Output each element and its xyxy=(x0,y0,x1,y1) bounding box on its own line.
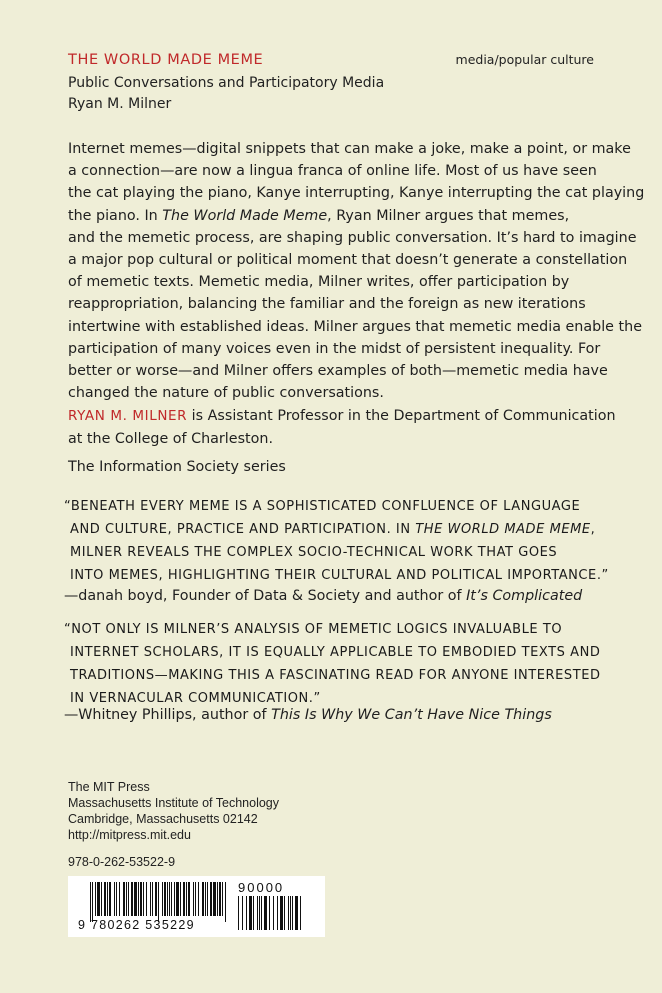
barcode-bar xyxy=(259,896,260,930)
bio-line xyxy=(68,405,616,428)
barcode-bar xyxy=(107,882,108,916)
barcode-bar xyxy=(242,896,243,930)
book-description xyxy=(68,138,645,404)
series-name: The Information Society series xyxy=(68,459,286,475)
barcode-bar xyxy=(162,882,163,916)
barcode-bar xyxy=(140,882,142,916)
barcode-price-code: 90000 xyxy=(238,880,285,895)
bio-text: is Assistant Professor in the Department of Communication xyxy=(187,408,616,424)
barcode-bar xyxy=(114,882,115,916)
quote-line: INTO MEMES, HIGHLIGHTING THEIR CULTURAL AND POLITICAL IMPORTANCE.” xyxy=(70,568,609,583)
barcode-bar xyxy=(219,882,221,916)
quote-text: , xyxy=(590,522,596,537)
barcode-bar xyxy=(264,896,267,930)
publisher-url: http://mitpress.mit.edu xyxy=(68,828,191,842)
barcode-bar xyxy=(217,882,218,916)
barcode-bar xyxy=(300,896,301,930)
description-line: a major pop cultural or political moment that doesn’t generate a constellation xyxy=(68,252,628,269)
description-line xyxy=(68,205,598,227)
book-title: THE WORLD MADE MEME xyxy=(68,52,264,68)
quote-text: AND CULTURE, PRACTICE AND PARTICIPATION. IN xyxy=(70,522,416,537)
description-text: , Ryan Milner argues that memes, xyxy=(327,207,570,224)
barcode-bar xyxy=(273,896,274,930)
quote-1-attribution xyxy=(64,588,582,604)
barcode-bar xyxy=(95,882,96,916)
barcode-bar xyxy=(202,882,204,916)
book-subtitle: Public Conversations and Participatory Media xyxy=(68,75,385,91)
barcode-bar xyxy=(167,882,168,916)
publisher-block xyxy=(68,779,279,843)
quote-line: TRADITIONS—MAKING THIS A FASCINATING READ FOR ANYONE INTERESTED xyxy=(70,668,601,683)
description-line: the cat playing the piano, Kanye interrupting, Kanye interrupting the cat playing xyxy=(68,185,645,202)
barcode-bar xyxy=(288,896,289,930)
barcode-bar xyxy=(261,896,262,930)
description-line: reappropriation, balancing the familiar and the foreign as new iterations xyxy=(68,296,586,313)
barcode-bar xyxy=(128,882,129,916)
barcode-bar xyxy=(146,882,147,916)
barcode-digits: 9 780262 535229 xyxy=(78,918,195,932)
barcode-bar xyxy=(186,882,187,916)
barcode-bar xyxy=(174,882,175,916)
barcode-bar xyxy=(119,882,120,916)
publisher-address: Cambridge, Massachusetts 02142 xyxy=(68,812,258,826)
barcode-bar xyxy=(152,882,153,916)
barcode-bar xyxy=(176,882,179,916)
publisher-name: The MIT Press xyxy=(68,780,150,794)
quote-line: “BENEATH EVERY MEME IS A SOPHISTICATED CONFLUENCE OF LANGUAGE xyxy=(64,499,581,514)
endorsement-quote-1 xyxy=(64,495,609,587)
quote-2-attribution xyxy=(64,707,552,723)
barcode-bar xyxy=(269,896,270,930)
description-line: changed the nature of public conversations. xyxy=(68,385,384,402)
category-label: media/popular culture xyxy=(455,52,594,67)
barcode-bar xyxy=(150,882,151,916)
barcode-bar xyxy=(290,896,291,930)
barcode-bar xyxy=(131,882,133,916)
barcode-bar xyxy=(164,882,166,916)
barcode-bar xyxy=(126,882,127,916)
quote-book-title: THE WORLD MADE MEME xyxy=(415,522,591,537)
barcode-bar xyxy=(195,882,196,916)
attribution-book-title: This Is Why We Can’t Have Nice Things xyxy=(271,707,552,723)
description-line: of memetic texts. Memetic media, Milner writes, offer participation by xyxy=(68,274,570,291)
author-bio xyxy=(68,405,616,450)
bio-author-name: RYAN M. MILNER xyxy=(68,408,188,424)
description-line: and the memetic process, are shaping public conversation. It’s hard to imagine xyxy=(68,229,637,246)
quote-line: “NOT ONLY IS MILNER’S ANALYSIS OF MEMETIC LOGICS INVALUABLE TO xyxy=(64,622,563,637)
barcode-bar xyxy=(155,882,157,916)
barcode xyxy=(68,876,325,937)
barcode-bar xyxy=(123,882,125,916)
barcode-bar xyxy=(295,896,298,930)
attribution-text: —Whitney Phillips, author of xyxy=(64,707,272,723)
description-line: participation of many voices even in the midst of persistent inequality. For xyxy=(68,340,601,357)
barcode-bar xyxy=(222,882,223,916)
quote-line xyxy=(64,518,604,541)
barcode-bar xyxy=(277,896,278,930)
description-book-title: The World Made Meme xyxy=(162,207,328,224)
barcode-bar xyxy=(253,896,254,930)
book-author: Ryan M. Milner xyxy=(68,96,172,112)
barcode-bar xyxy=(207,882,208,916)
description-line: a connection—are now a lingua franca of online life. Most of us have seen xyxy=(68,163,597,180)
description-line: intertwine with established ideas. Milner argues that memetic media enable the xyxy=(68,318,642,335)
barcode-bar xyxy=(90,882,91,922)
bio-line: at the College of Charleston. xyxy=(68,430,273,447)
barcode-bar xyxy=(97,882,100,916)
barcode-bar xyxy=(92,882,93,922)
barcode-bar xyxy=(169,882,170,916)
attribution-text: —danah boyd, Founder of Data & Society and author of xyxy=(64,588,467,604)
barcode-bar xyxy=(193,882,194,916)
description-text: the piano. In xyxy=(68,207,163,224)
barcode-bar xyxy=(116,882,117,916)
barcode-bar xyxy=(134,882,137,916)
quote-line: IN VERNACULAR COMMUNICATION.” xyxy=(70,691,321,706)
barcode-bar xyxy=(171,882,172,916)
attribution-book-title: It’s Complicated xyxy=(466,588,583,604)
description-line: Internet memes—digital snippets that can make a joke, make a point, or make xyxy=(68,141,631,157)
barcode-bar xyxy=(158,882,159,922)
barcode-bar xyxy=(225,882,226,922)
quote-line: INTERNET SCHOLARS, IT IS EQUALLY APPLICABLE TO EMBODIED TEXTS AND xyxy=(70,645,601,660)
barcode-bar xyxy=(280,896,283,930)
barcode-bar xyxy=(238,896,239,930)
quote-line: MILNER REVEALS THE COMPLEX SOCIO-TECHNICAL WORK THAT GOES xyxy=(70,545,558,560)
barcode-bar xyxy=(205,882,206,916)
barcode-bar xyxy=(213,882,216,916)
barcode-bar xyxy=(257,896,258,930)
barcode-bar xyxy=(143,882,144,916)
barcode-bar xyxy=(101,882,102,916)
barcode-bar xyxy=(249,896,252,930)
barcode-bar xyxy=(284,896,285,930)
description-line: better or worse—and Milner offers examples of both—memetic media have xyxy=(68,363,608,380)
barcode-bar xyxy=(183,882,185,916)
isbn-number: 978-0-262-53522-9 xyxy=(68,855,176,869)
barcode-bar xyxy=(198,882,199,916)
barcode-bar xyxy=(104,882,106,916)
endorsement-quote-2 xyxy=(64,618,604,710)
barcode-bar xyxy=(188,882,190,916)
barcode-bar xyxy=(246,896,247,930)
barcode-bar xyxy=(210,882,212,916)
barcode-bar xyxy=(109,882,111,916)
barcode-bar xyxy=(180,882,181,916)
publisher-institute: Massachusetts Institute of Technology xyxy=(68,796,279,810)
barcode-bar xyxy=(138,882,139,916)
barcode-bar xyxy=(292,896,293,930)
